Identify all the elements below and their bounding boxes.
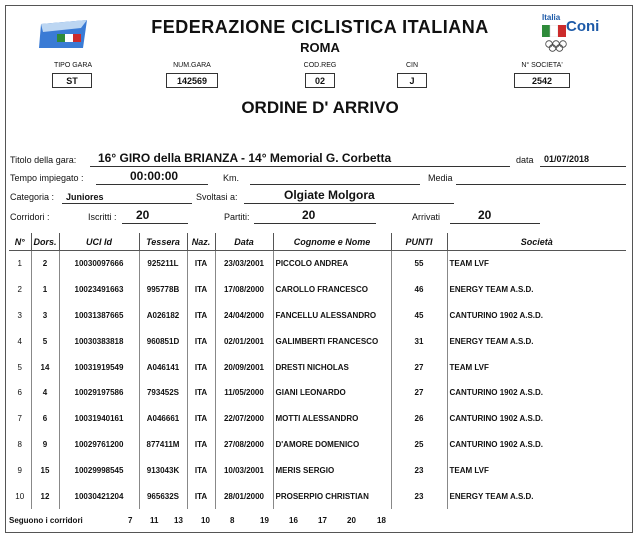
km-line: [250, 184, 420, 185]
tempo-value: 00:00:00: [130, 169, 179, 183]
row-num: 6: [17, 388, 22, 398]
row-dorsale: 6: [31, 406, 59, 432]
tempo-label: Tempo impiegato :: [10, 173, 84, 183]
table-row: [9, 457, 626, 483]
row-societa: CANTURINO 1902 A.S.D.: [447, 380, 626, 406]
km-label: Km.: [223, 173, 240, 183]
header-societa: Società: [447, 233, 626, 251]
row-nome: PICCOLO ANDREA: [273, 251, 391, 277]
row-nome: FANCELLU ALESSANDRO: [273, 303, 391, 329]
row-tessera: 965632S: [139, 483, 187, 509]
tipo-gara-box: ST: [52, 73, 92, 88]
row-num: 7: [17, 414, 22, 424]
cin-box: J: [397, 73, 427, 88]
results-table: [9, 233, 626, 509]
row-uci-id: 10031387665: [59, 303, 139, 329]
row-num: 4: [17, 336, 22, 346]
header-data: Data: [215, 233, 273, 251]
row-uci-id: 10031919549: [59, 354, 139, 380]
row-societa: CANTURINO 1902 A.S.D.: [447, 303, 626, 329]
header-dorsale: Dors.: [31, 233, 59, 251]
row-nazione: ITA: [187, 328, 215, 354]
row-data: 10/03/2001: [215, 457, 273, 483]
num-gara-label: NUM.GARA: [173, 62, 211, 69]
cin-label: CIN: [405, 62, 419, 69]
row-data: 24/04/2000: [215, 303, 273, 329]
row-data: 27/08/2000: [215, 432, 273, 458]
row-tessera: 925211L: [139, 251, 187, 277]
corridori-label: Corridori :: [10, 212, 50, 222]
row-uci-id: 10029761200: [59, 432, 139, 458]
row-punti: 25: [391, 432, 447, 458]
row-data: 23/03/2001: [215, 251, 273, 277]
follower-number: 13: [174, 516, 183, 525]
media-line: [456, 184, 626, 185]
row-uci-id: 10030097666: [59, 251, 139, 277]
coni-name-text: Coni: [566, 18, 600, 35]
titolo-value: 16° GIRO della BRIANZA - 14° Memorial G. Corbetta: [98, 151, 392, 165]
row-punti: 27: [391, 354, 447, 380]
data-value: 01/07/2018: [544, 154, 590, 164]
row-nazione: ITA: [187, 483, 215, 509]
row-punti: 31: [391, 328, 447, 354]
row-nazione: ITA: [187, 354, 215, 380]
row-nome: MERIS SERGIO: [273, 457, 391, 483]
svoltasi-line: [244, 203, 454, 204]
row-dorsale: 2: [31, 251, 59, 277]
row-uci-id: 10029998545: [59, 457, 139, 483]
row-nome: GALIMBERTI FRANCESCO: [273, 328, 391, 354]
row-nome: PROSERPIO CHRISTIAN: [273, 483, 391, 509]
row-societa: ENERGY TEAM A.S.D.: [447, 483, 626, 509]
svoltasi-value: Olgiate Molgora: [284, 188, 375, 202]
cod-reg-box: 02: [305, 73, 335, 88]
table-row: [9, 406, 626, 432]
titolo-label: Titolo della gara:: [10, 155, 77, 165]
row-data: 02/01/2001: [215, 328, 273, 354]
row-dorsale: 5: [31, 328, 59, 354]
categoria-line: [62, 203, 192, 204]
row-data: 17/08/2000: [215, 277, 273, 303]
follower-number: 19: [260, 516, 269, 525]
header-punti: PUNTI: [391, 233, 447, 251]
federation-name: FEDERAZIONE CICLISTICA ITALIANA: [151, 17, 489, 37]
row-societa: CANTURINO 1902 A.S.D.: [447, 432, 626, 458]
row-num: 3: [17, 310, 22, 320]
row-uci-id: 10030383818: [59, 328, 139, 354]
row-nazione: ITA: [187, 457, 215, 483]
header-uci-id: UCI Id: [59, 233, 139, 251]
iscritti-label: Iscritti :: [88, 212, 117, 222]
federation-city: ROMA: [300, 40, 340, 55]
partiti-value: 20: [302, 208, 316, 222]
row-dorsale: 4: [31, 380, 59, 406]
follower-number: 8: [230, 516, 235, 525]
cod-reg-label: COD.REG: [303, 62, 337, 69]
row-societa: CANTURINO 1902 A.S.D.: [447, 406, 626, 432]
row-data: 28/01/2000: [215, 483, 273, 509]
tempo-line: [96, 184, 208, 185]
categoria-value: Juniores: [66, 192, 104, 202]
row-punti: 27: [391, 380, 447, 406]
arrivati-line: [450, 223, 540, 224]
row-nome: GIANI LEONARDO: [273, 380, 391, 406]
row-uci-id: 10023491663: [59, 277, 139, 303]
table-row: [9, 483, 626, 509]
follower-number: 11: [150, 516, 159, 525]
row-tessera: A046661: [139, 406, 187, 432]
row-nome: DRESTI NICHOLAS: [273, 354, 391, 380]
row-societa: TEAM LVF: [447, 354, 626, 380]
row-num: 8: [17, 439, 22, 449]
row-societa: TEAM LVF: [447, 457, 626, 483]
data-line: [540, 166, 626, 167]
row-num: 2: [17, 285, 22, 295]
partiti-label: Partiti:: [224, 212, 250, 222]
tipo-gara-label: TIPO GARA: [53, 62, 93, 69]
titolo-line: [90, 166, 510, 167]
row-uci-id: 10031940161: [59, 406, 139, 432]
row-tessera: 793452S: [139, 380, 187, 406]
header-nazione: Naz.: [187, 233, 215, 251]
row-tessera: 877411M: [139, 432, 187, 458]
row-uci-id: 10029197586: [59, 380, 139, 406]
row-punti: 23: [391, 483, 447, 509]
table-row: [9, 303, 626, 329]
iscritti-line: [122, 223, 188, 224]
num-gara-box: 142569: [166, 73, 218, 88]
table-row: [9, 251, 626, 277]
data-label: data: [516, 155, 534, 165]
table-header-row: [9, 233, 626, 251]
num-societa-label: N° SOCIETA': [521, 62, 563, 69]
row-num: 1: [17, 259, 22, 269]
row-societa: ENERGY TEAM A.S.D.: [447, 328, 626, 354]
row-nazione: ITA: [187, 380, 215, 406]
follower-number: 7: [128, 516, 133, 525]
follower-number: 17: [318, 516, 327, 525]
num-societa-box: 2542: [514, 73, 570, 88]
row-nazione: ITA: [187, 277, 215, 303]
row-dorsale: 14: [31, 354, 59, 380]
row-tessera: 995778B: [139, 277, 187, 303]
row-punti: 45: [391, 303, 447, 329]
row-nome: D'AMORE DOMENICO: [273, 432, 391, 458]
row-dorsale: 9: [31, 432, 59, 458]
table-row: [9, 328, 626, 354]
row-tessera: A026182: [139, 303, 187, 329]
arrivati-label: Arrivati: [412, 212, 441, 222]
row-data: 20/09/2001: [215, 354, 273, 380]
row-dorsale: 1: [31, 277, 59, 303]
table-row: [9, 354, 626, 380]
row-tessera: 960851D: [139, 328, 187, 354]
row-num: 9: [17, 465, 22, 475]
row-uci-id: 10030421204: [59, 483, 139, 509]
follower-number: 16: [289, 516, 298, 525]
follower-number: 20: [347, 516, 356, 525]
follower-number: 10: [201, 516, 210, 525]
header-num: N°: [9, 233, 31, 251]
partiti-line: [254, 223, 376, 224]
row-nazione: ITA: [187, 251, 215, 277]
row-tessera: A046141: [139, 354, 187, 380]
row-punti: 46: [391, 277, 447, 303]
arrivati-value: 20: [478, 208, 492, 222]
iscritti-value: 20: [136, 208, 150, 222]
header-nome: Cognome e Nome: [273, 233, 391, 251]
media-label: Media: [428, 173, 453, 183]
header-tessera: Tessera: [139, 233, 187, 251]
row-dorsale: 15: [31, 457, 59, 483]
row-punti: 55: [391, 251, 447, 277]
row-nazione: ITA: [187, 406, 215, 432]
row-data: 22/07/2000: [215, 406, 273, 432]
table-row: [9, 277, 626, 303]
row-dorsale: 12: [31, 483, 59, 509]
row-societa: TEAM LVF: [447, 251, 626, 277]
row-nome: CAROLLO FRANCESCO: [273, 277, 391, 303]
follower-number: 18: [377, 516, 386, 525]
row-nazione: ITA: [187, 303, 215, 329]
row-num: 10: [15, 491, 25, 501]
row-nome: MOTTI ALESSANDRO: [273, 406, 391, 432]
row-nazione: ITA: [187, 432, 215, 458]
svoltasi-label: Svoltasi a:: [196, 192, 238, 202]
row-societa: ENERGY TEAM A.S.D.: [447, 277, 626, 303]
followers-label: Seguono i corridori: [9, 516, 83, 525]
categoria-label: Categoria :: [10, 192, 55, 202]
document-title: ORDINE D' ARRIVO: [241, 98, 399, 117]
coni-italia-text: Italia: [542, 13, 561, 22]
table-row: [9, 432, 626, 458]
row-punti: 23: [391, 457, 447, 483]
row-dorsale: 3: [31, 303, 59, 329]
row-data: 11/05/2000: [215, 380, 273, 406]
row-tessera: 913043K: [139, 457, 187, 483]
table-row: [9, 380, 626, 406]
row-punti: 26: [391, 406, 447, 432]
row-num: 5: [17, 362, 22, 372]
